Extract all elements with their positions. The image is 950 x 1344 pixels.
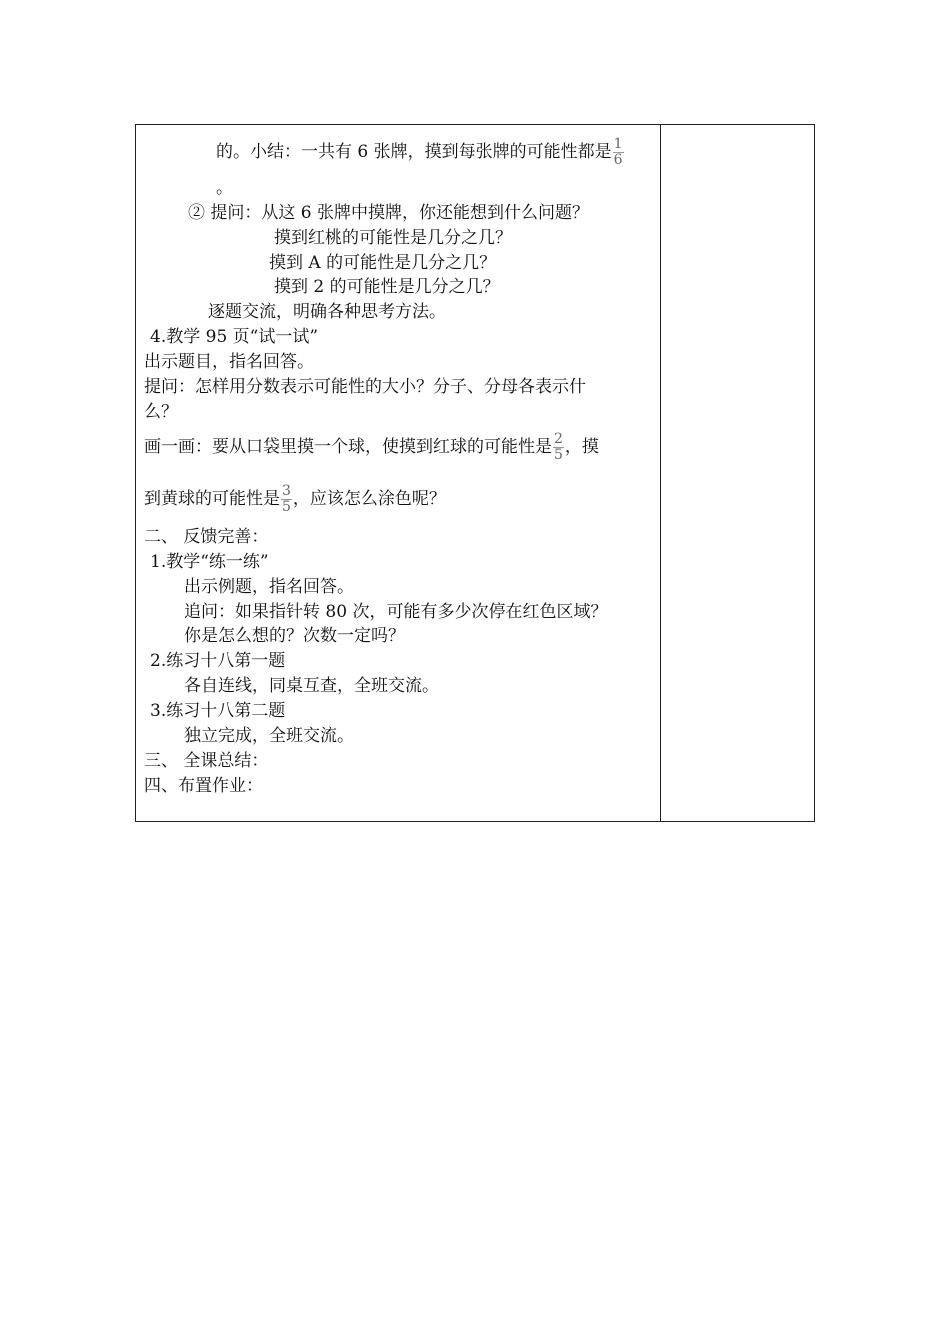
practice-2-detail: 各自连线，同桌互查，全班交流。 bbox=[184, 676, 439, 696]
show-problem-line: 出示题目，指名回答。 bbox=[144, 352, 314, 372]
summary-text: 的。小结：一共有 6 张牌，摸到每张牌的可能性都是 bbox=[216, 142, 612, 162]
follow-up-question: 追问：如果指针转 80 次，可能有多少次停在红色区域？ bbox=[184, 602, 608, 622]
question-two: 摸到 2 的可能性是几分之几？ bbox=[274, 277, 500, 297]
fraction-numerator: 2 bbox=[554, 431, 563, 447]
question-red-peach: 摸到红桃的可能性是几分之几？ bbox=[274, 228, 512, 248]
question-fraction-line: 提问：怎样用分数表示可能性的大小？分子、分母各表示什 bbox=[144, 377, 586, 397]
section-4-homework-heading: 四、布置作业： bbox=[144, 776, 263, 796]
fraction-three-fifths bbox=[281, 484, 292, 515]
fraction-one-sixth bbox=[613, 137, 624, 168]
fraction-denominator: 5 bbox=[554, 447, 563, 463]
yellow-ball-tail: ，应该怎么涂色呢？ bbox=[292, 489, 446, 509]
question-fraction-cont: 么？ bbox=[144, 402, 178, 422]
section-4-heading: 4.教学 95 页“试一试” bbox=[150, 327, 319, 347]
practice-3-heading: 3.练习十八第二题 bbox=[150, 701, 286, 721]
practice-3-detail: 独立完成，全班交流。 bbox=[184, 726, 354, 746]
notes-cell bbox=[661, 125, 814, 821]
yellow-ball-text: 到黄球的可能性是 bbox=[144, 489, 280, 509]
fraction-two-fifths bbox=[553, 432, 564, 463]
fraction-denominator: 5 bbox=[282, 499, 291, 515]
question-ace: 摸到 A 的可能性是几分之几？ bbox=[269, 253, 497, 273]
drawing-task-line bbox=[144, 432, 599, 463]
follow-up-question-cont: 你是怎么想的？次数一定吗？ bbox=[184, 626, 405, 646]
fraction-numerator: 1 bbox=[613, 136, 623, 152]
fraction-denominator: 6 bbox=[613, 152, 623, 168]
discussion-line: 逐题交流，明确各种思考方法。 bbox=[208, 302, 446, 322]
summary-period: 。 bbox=[216, 178, 233, 198]
section-2-heading: 二、 反馈完善： bbox=[144, 527, 269, 547]
show-example-line: 出示例题，指名回答。 bbox=[184, 577, 354, 597]
drawing-task-tail: ，摸 bbox=[564, 437, 599, 457]
practice-1-heading: 1.教学“练一练” bbox=[150, 552, 269, 572]
lesson-table bbox=[135, 124, 815, 822]
practice-2-heading: 2.练习十八第一题 bbox=[150, 651, 286, 671]
drawing-task-text: 画一画：要从口袋里摸一个球，使摸到红球的可能性是 bbox=[144, 437, 552, 457]
summary-line bbox=[216, 137, 625, 168]
fraction-numerator: 3 bbox=[282, 483, 291, 499]
section-3-heading: 三、 全课总结： bbox=[144, 751, 269, 771]
yellow-ball-line bbox=[144, 484, 446, 515]
question-line: ② 提问：从这 6 张牌中摸牌，你还能想到什么问题？ bbox=[188, 203, 590, 223]
